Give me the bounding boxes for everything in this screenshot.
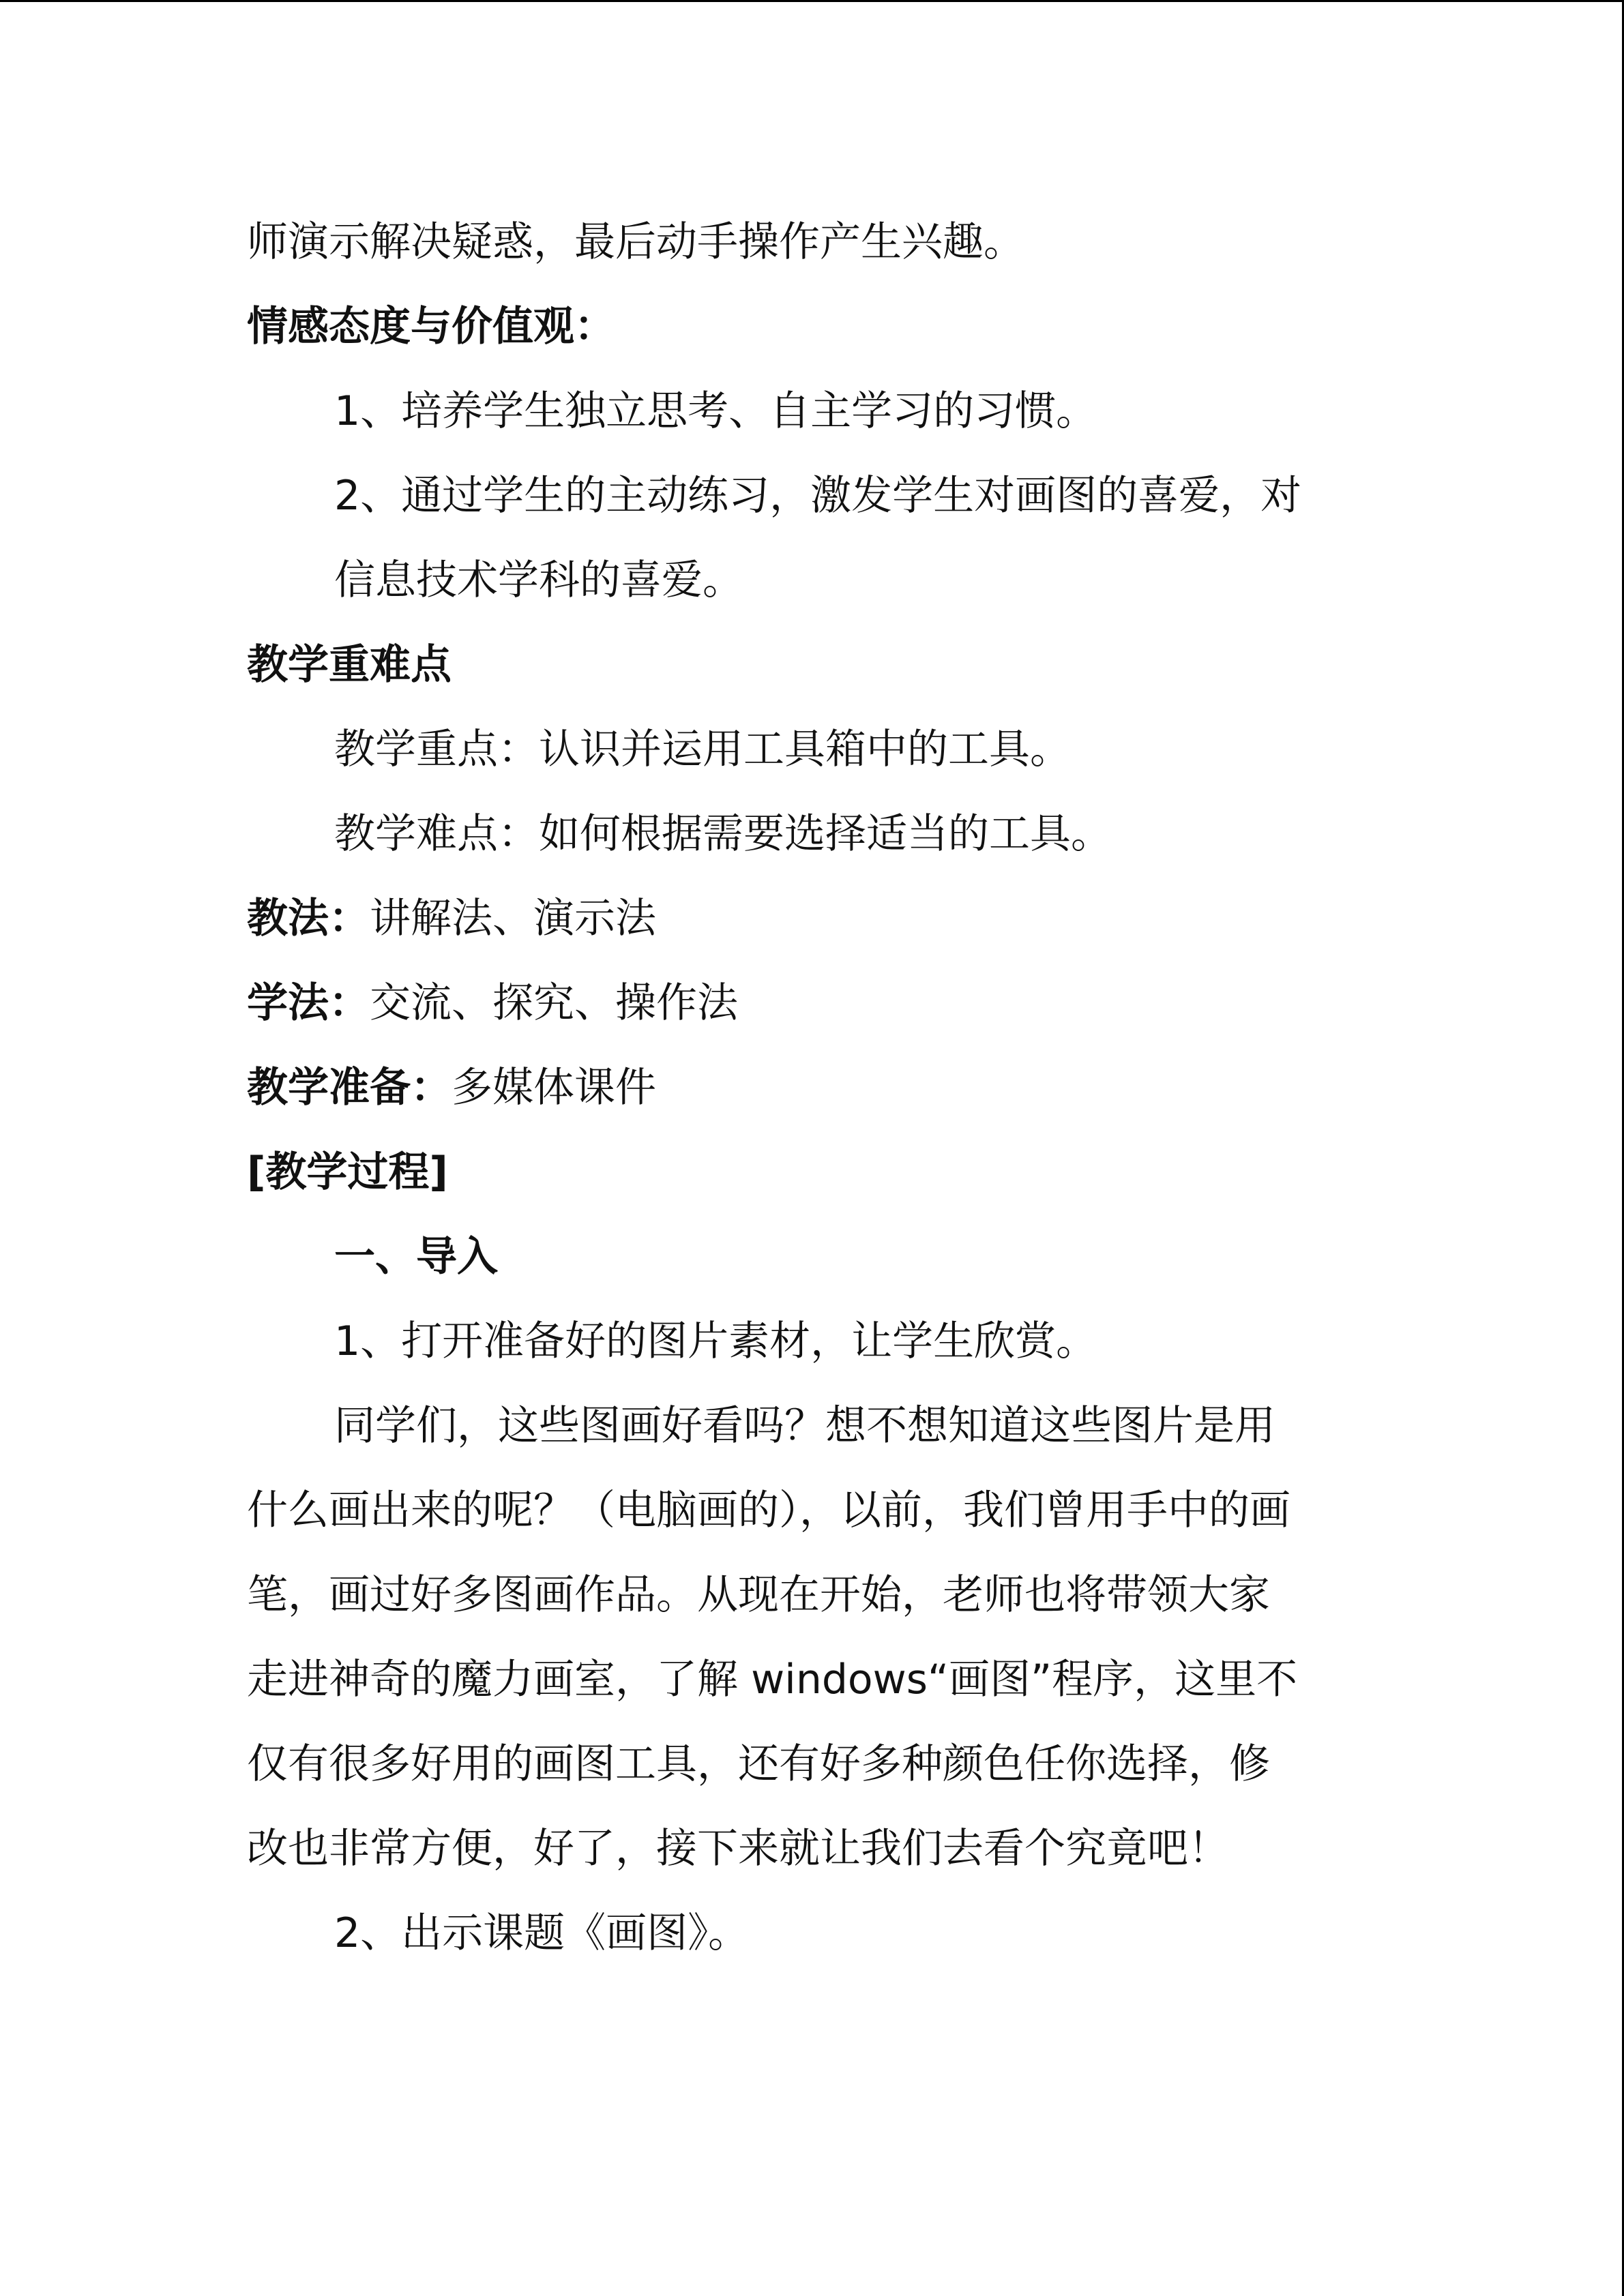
list-item: 2、出示课题《画图》。 [334,1909,750,1957]
learning-method-value: 交流、探究、操作法 [370,979,738,1027]
section-heading-process: [教学过程] [247,1148,448,1196]
paragraph-line: 什么画出来的呢？（电脑画的），以前，我们曾用手中的画 [247,1487,1290,1534]
teaching-method-value: 讲解法、演示法 [370,895,656,942]
paragraph-line: 同学们，这些图画好看吗？想不想知道这些图片是用 [334,1402,1275,1450]
key-point-line: 教学重点：认识并运用工具箱中的工具。 [334,726,1071,773]
paragraph-line: 笔，画过好多图画作品。从现在开始，老师也将带领大家 [247,1571,1270,1619]
list-item: 1、打开准备好的图片素材，让学生欣赏。 [334,1317,1097,1365]
paragraph-line: 仅有很多好用的画图工具，还有好多种颜色任你选择，修 [247,1740,1270,1788]
difficult-point-line: 教学难点：如何根据需要选择适当的工具。 [334,810,1112,858]
teaching-method-label: 教法： [247,895,370,942]
paragraph-line: 走进神奇的魔力画室，了解 windows“画图”程序，这里不 [247,1656,1298,1703]
section-heading-key-points: 教学重难点 [247,641,452,689]
list-item: 2、通过学生的主动练习，激发学生对画图的喜爱，对 [334,472,1302,520]
list-item-continuation: 信息技术学科的喜爱。 [334,556,743,604]
preparation-label: 教学准备： [247,1064,452,1112]
preparation-line [247,1045,1379,1130]
document-body [247,200,1379,1976]
paragraph-line: 改也非常方便，好了，接下来就让我们去看个究竟吧！ [247,1825,1229,1873]
learning-method-label: 学法： [247,979,370,1027]
teaching-method-line [247,876,1379,961]
subsection-heading-intro: 一、导入 [334,1233,498,1281]
list-item: 1、培养学生独立思考、自主学习的习惯。 [334,387,1097,435]
section-heading-emotion: 情感态度与价值观： [247,303,615,351]
preparation-value: 多媒体课件 [452,1064,656,1112]
paragraph-line: 师演示解决疑惑，最后动手操作产生兴趣。 [247,218,1024,266]
learning-method-line [247,961,1379,1045]
